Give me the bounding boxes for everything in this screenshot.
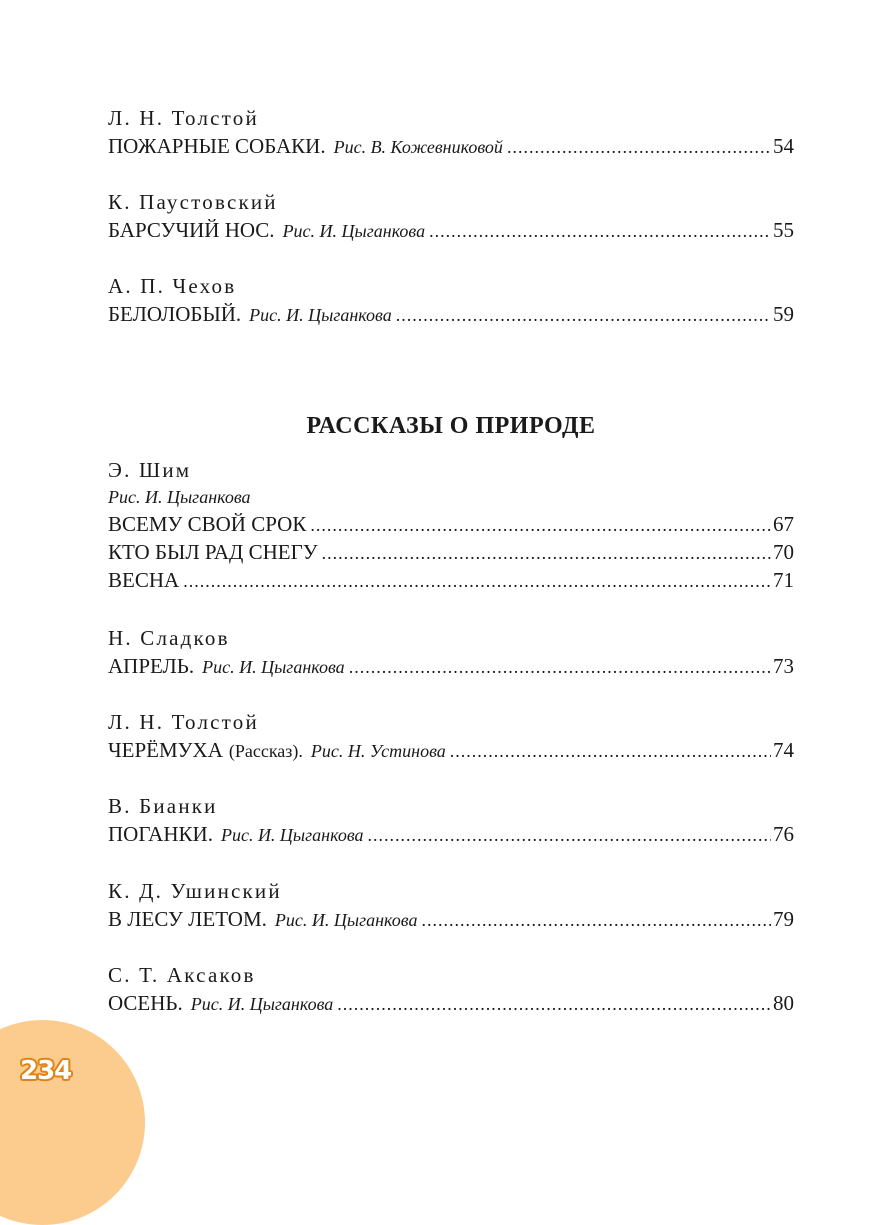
illustrator: Рис. И. Цыганкова <box>220 825 364 845</box>
story-title: БАРСУЧИЙ НОС. <box>108 218 275 242</box>
illustrator: Рис. И. Цыганкова <box>249 305 392 325</box>
illustrator: Рис. И. Цыганкова <box>190 994 334 1014</box>
page-ref: 76 <box>773 822 794 846</box>
toc-line <box>108 820 794 848</box>
section-heading: РАССКАЗЫ О ПРИРОДЕ <box>306 413 596 439</box>
story-title: ВЕСНА <box>108 568 180 592</box>
page-number: 234 <box>20 1056 72 1086</box>
author-name: К. Д. Ушинский <box>108 879 282 903</box>
illustrator: Рис. Н. Устинова <box>310 741 446 761</box>
story-title: ПОЖАРНЫЕ СОБАКИ. <box>108 134 326 158</box>
author-name: К. Паустовский <box>108 190 278 214</box>
page-corner-decoration <box>0 1020 145 1225</box>
story-title: БЕЛОЛОБЫЙ. <box>108 302 242 326</box>
author-name: Н. Сладков <box>108 626 230 650</box>
toc-entry <box>108 792 794 848</box>
story-title: ОСЕНЬ. <box>108 991 183 1015</box>
author-name: Л. Н. Толстой <box>108 106 259 130</box>
illustrator: Рис. И. Цыганкова <box>282 221 426 241</box>
toc-line <box>108 989 794 1017</box>
toc-line <box>108 566 794 594</box>
illustrator: Рис. И. Цыганкова <box>108 487 251 507</box>
author-name: С. Т. Аксаков <box>108 963 256 987</box>
dot-leader <box>310 511 771 539</box>
dot-leader <box>337 990 771 1018</box>
author-name: Л. Н. Толстой <box>108 710 259 734</box>
author-name: Э. Шим <box>108 458 192 482</box>
dot-leader <box>450 737 771 765</box>
story-subtitle: (Рассказ). <box>228 741 303 761</box>
story-title: АПРЕЛЬ. <box>108 654 195 678</box>
page-ref: 73 <box>773 654 794 678</box>
toc-entry <box>108 961 794 1017</box>
toc-line <box>108 652 794 680</box>
toc-entry <box>108 272 794 328</box>
toc-line <box>108 132 794 160</box>
dot-leader <box>368 821 771 849</box>
dot-leader <box>349 653 771 681</box>
page-ref: 59 <box>773 302 794 326</box>
illustrator: Рис. И. Цыганкова <box>274 910 418 930</box>
page-ref: 54 <box>773 134 794 158</box>
toc-entry <box>108 624 794 680</box>
page-ref: 74 <box>773 738 794 762</box>
story-title: В ЛЕСУ ЛЕТОМ. <box>108 907 267 931</box>
page-ref: 55 <box>773 218 794 242</box>
dot-leader <box>396 301 771 329</box>
toc-line <box>108 905 794 933</box>
page-ref: 70 <box>773 540 794 564</box>
toc-line <box>108 538 794 566</box>
page-ref: 67 <box>773 512 794 536</box>
dot-leader <box>429 217 771 245</box>
toc-entry-group <box>108 456 794 594</box>
toc-entry <box>108 188 794 244</box>
illustrator: Рис. В. Кожевниковой <box>333 137 503 157</box>
page-ref: 79 <box>773 907 794 931</box>
dot-leader <box>322 539 771 567</box>
story-title: КТО БЫЛ РАД СНЕГУ <box>108 540 318 564</box>
page-ref: 80 <box>773 991 794 1015</box>
toc-entry <box>108 708 794 764</box>
toc-line <box>108 736 794 764</box>
story-title: ПОГАНКИ. <box>108 822 213 846</box>
dot-leader <box>507 133 771 161</box>
dot-leader <box>183 567 771 595</box>
toc-line <box>108 216 794 244</box>
dot-leader <box>421 906 771 934</box>
toc-entry <box>108 877 794 933</box>
illustrator: Рис. И. Цыганкова <box>202 657 345 677</box>
story-title: ЧЕРЁМУХА <box>108 738 223 762</box>
author-name: В. Бианки <box>108 794 218 818</box>
page-ref: 71 <box>773 568 794 592</box>
author-name: А. П. Чехов <box>108 274 237 298</box>
toc-line <box>108 300 794 328</box>
story-title: ВСЕМУ СВОЙ СРОК <box>108 512 307 536</box>
toc-entry <box>108 104 794 160</box>
toc-line <box>108 510 794 538</box>
